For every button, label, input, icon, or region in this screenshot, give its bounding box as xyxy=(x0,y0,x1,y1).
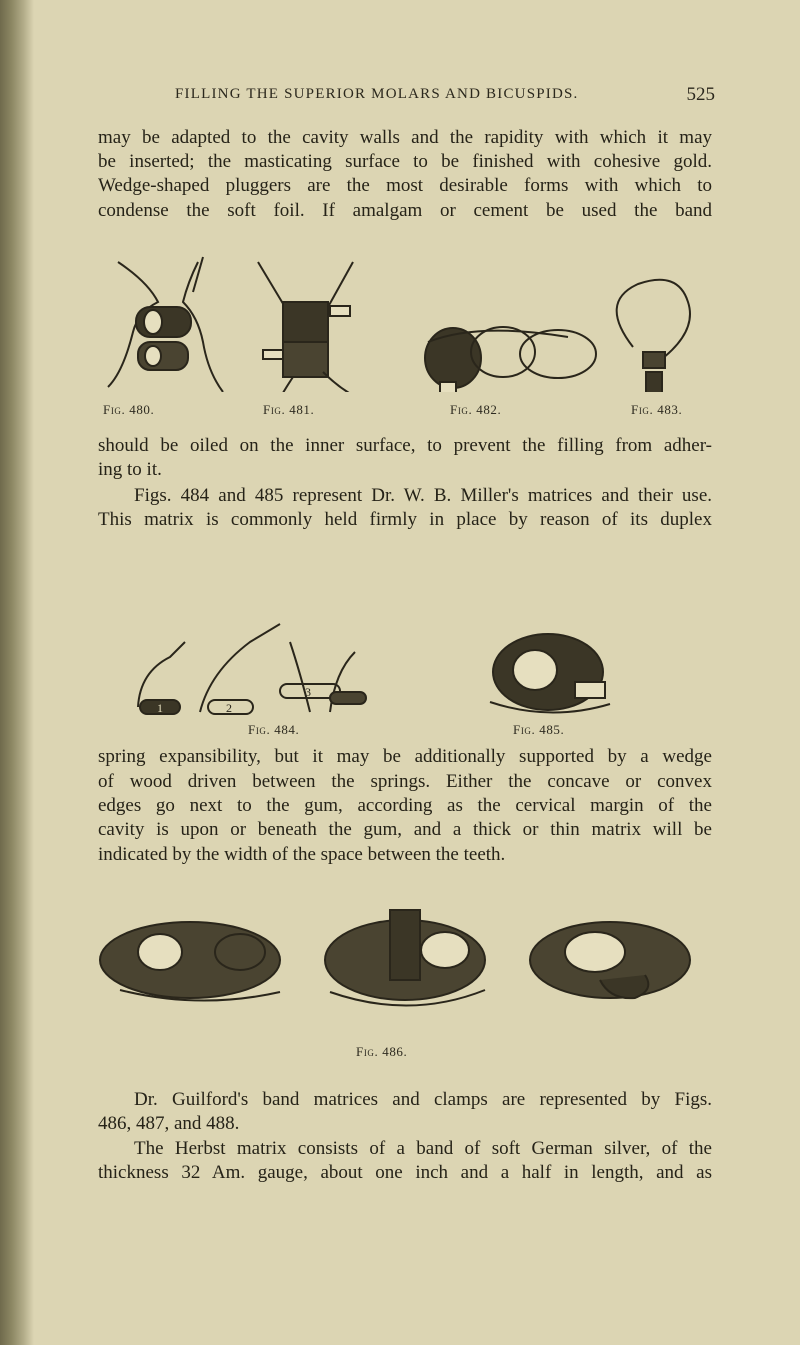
fig-484-mark-3: 3 xyxy=(305,685,311,699)
running-title: FILLING THE SUPERIOR MOLARS AND BICUSPIDS. xyxy=(175,86,579,102)
figures-480-483-illustration xyxy=(98,232,712,392)
fig-480-matrix-drawing xyxy=(108,257,223,392)
fig-485-matrix-in-use-drawing xyxy=(490,634,610,713)
figure-caption-486: Fig. 486. xyxy=(356,1044,408,1059)
page-number: 525 xyxy=(686,84,715,105)
page-binding-edge xyxy=(0,0,34,1345)
text-line: The Herbst matrix consists of a band of soft German silver, of the xyxy=(134,1138,712,1159)
text-line: Figs. 484 and 485 represent Dr. W. B. Miller's matrices and their use. xyxy=(134,485,712,506)
figure-caption-481: Fig. 481. xyxy=(263,402,315,417)
fig-481-clamp-drawing xyxy=(258,262,363,392)
text-line: ing to it. xyxy=(98,459,162,480)
text-line: indicated by the width of the space between the teeth. xyxy=(98,844,506,865)
fig-484-matrices-drawing xyxy=(138,624,366,714)
running-header xyxy=(175,86,715,103)
text-line: edges go next to the gum, according as the cervical margin of the xyxy=(98,795,712,816)
text-line: 486, 487, and 488. xyxy=(98,1113,240,1134)
text-line: condense the soft foil. If amalgam or cement be used the band xyxy=(98,200,712,221)
text-line: spring expansibility, but it may be additionally supported by a wedge xyxy=(98,746,712,767)
fig-484-mark-2: 2 xyxy=(226,701,232,715)
figure-486-illustration xyxy=(90,880,710,1030)
text-line: may be adapted to the cavity walls and the rapidity with which it may xyxy=(98,127,712,148)
fig-486-view-b xyxy=(325,910,485,1006)
figure-caption-485: Fig. 485. xyxy=(513,722,565,737)
text-line: Wedge-shaped pluggers are the most desirable forms with which to xyxy=(98,175,712,196)
text-line: be inserted; the masticating surface to be finished with cohesive gold. xyxy=(98,151,712,172)
fig-483-loop-drawing xyxy=(617,280,690,392)
fig-486-view-a xyxy=(100,922,280,1001)
figure-caption-483: Fig. 483. xyxy=(631,402,683,417)
text-line: This matrix is commonly held firmly in place by reason of its duplex xyxy=(98,509,712,530)
text-line: should be oiled on the inner surface, to prevent the filling from adher- xyxy=(98,435,712,456)
fig-486-view-c xyxy=(530,922,690,998)
text-line: of wood driven between the springs. Either the concave or convex xyxy=(98,771,712,792)
figure-caption-482: Fig. 482. xyxy=(450,402,502,417)
text-line: Dr. Guilford's band matrices and clamps are represented by Figs. xyxy=(134,1089,712,1110)
fig-482-band-drawing xyxy=(425,327,596,392)
figures-484-485-illustration xyxy=(130,612,630,722)
text-line: cavity is upon or beneath the gum, and a thick or thin matrix will be xyxy=(98,819,712,840)
fig-484-mark-1: 1 xyxy=(157,701,163,715)
text-line: thickness 32 Am. gauge, about one inch and a half in length, and as xyxy=(98,1162,712,1183)
figure-caption-480: Fig. 480. xyxy=(103,402,155,417)
figure-caption-484: Fig. 484. xyxy=(248,722,300,737)
